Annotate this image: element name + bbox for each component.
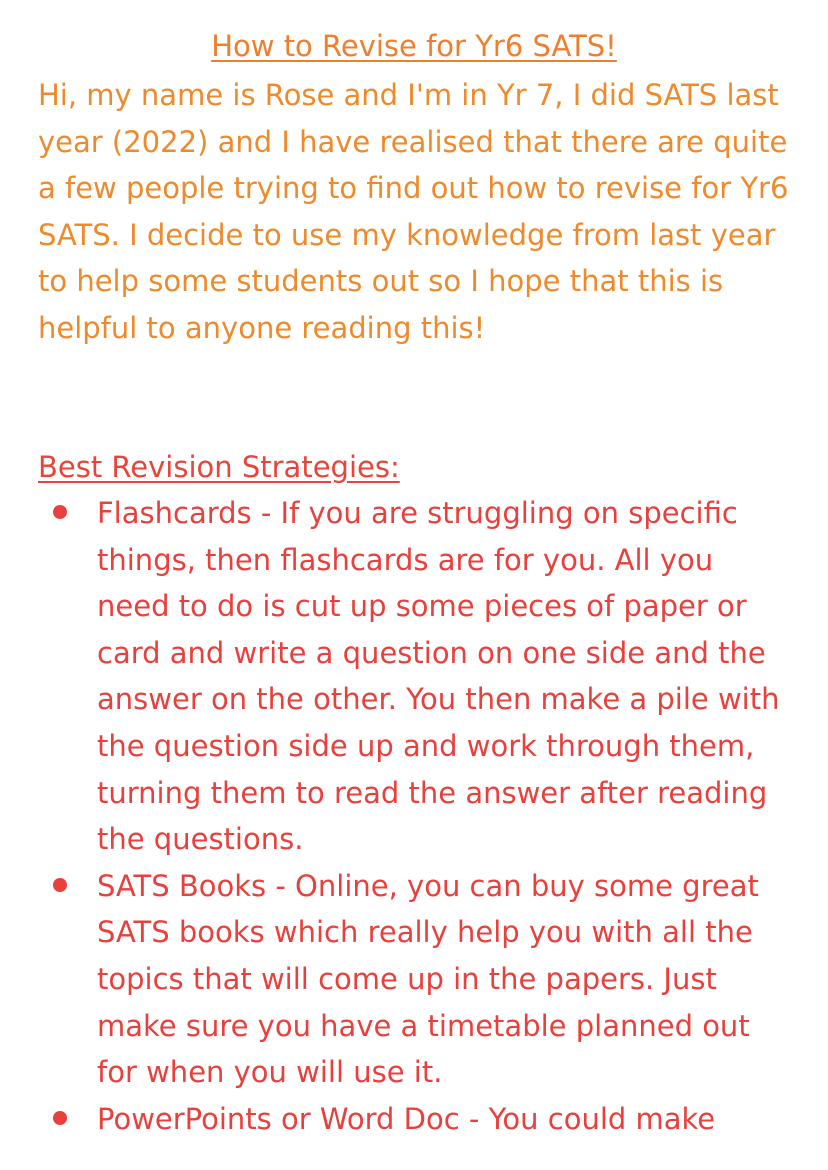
bullet-icon [53, 878, 67, 892]
list-item-text: SATS Books - Online, you can buy some great SATS books which really help you with all the topics that will come up in the papers. Just make sure you have a timetable planned out for when you will use it. [97, 868, 759, 1090]
list-item-text: Flashcards - If you are struggling on specific things, then flashcards are for you. All you need to do is cut up some pieces of paper or card and write a question on one side and the answer on the other. You then make a pile with the question side up and work through them, turning them to read the answer after reading the questions. [97, 496, 780, 857]
intro-paragraph: Hi, my name is Rose and I'm in Yr 7, I did SATS last year (2022) and I have realised that there are quite a few people trying to find out how to revise for Yr6 SATS. I decide to use my knowledge from last year to help some students out so I hope that this is helpful to anyone reading this! [38, 78, 789, 345]
section-heading-strategies: Best Revision Strategies: [38, 450, 400, 484]
list-item-text: PowerPoints or Word Doc - You could make [97, 1101, 716, 1136]
list-item-powerpoints [0, 1096, 828, 1143]
bullet-icon [53, 505, 67, 519]
strategies-list [0, 490, 828, 1142]
document-title: How to Revise for Yr6 SATS! [211, 29, 617, 63]
bullet-icon [53, 1111, 67, 1125]
list-item-flashcards [0, 490, 828, 863]
list-item-sats-books [0, 863, 828, 1096]
